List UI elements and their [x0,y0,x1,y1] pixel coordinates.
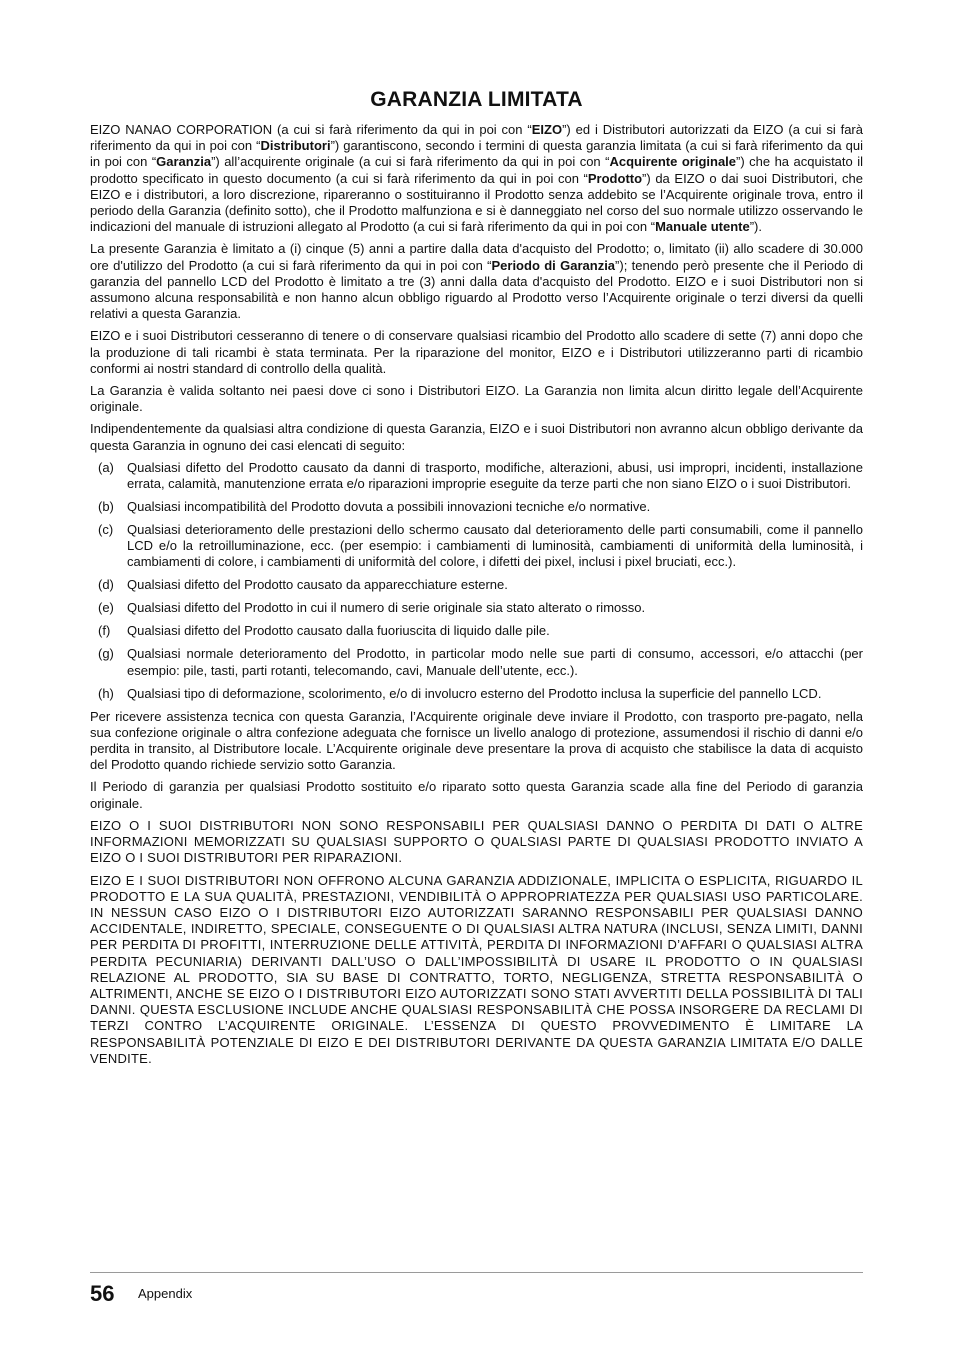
paragraph-data-loss-disclaimer: EIZO O I SUOI DISTRIBUTORI NON SONO RESPONSABILI PER QUALSIASI DANNO O PERDITA DI DATI O ALTRE INFORMAZIONI MEMORIZZATI SU QUALSIASI SUPPORTO O QUALSIASI PARTE DI QUALSIASI PRODOTTO INVIATO A EIZO O I SUOI DISTRIBUTORI PER RIPARAZIONI. [90,817,863,866]
section-name: Appendix [138,1286,193,1301]
list-item-text: Qualsiasi difetto del Prodotto in cui il numero di serie originale sia stato alterato o rimosso. [127,600,646,616]
list-item [90,600,863,616]
list-item [90,577,863,593]
list-item-text: Qualsiasi normale deterioramento del Prodotto, in particolar modo nelle sue parti di consumo, accessori, e/o attacchi (per esempio: pile, tasti, parti rotanti, telecomando, cavi, Manuale dell’utente, ecc.). [127,646,863,678]
exclusions-list [90,460,863,702]
list-item [90,522,863,571]
list-item-text: Qualsiasi difetto del Prodotto causato dalla fuoriuscita di liquido dalle pile. [127,623,550,639]
list-item-text: Qualsiasi difetto del Prodotto causato da apparecchiature esterne. [127,577,508,593]
paragraph-validity: La Garanzia è valida soltanto nei paesi dove ci sono i Distributori EIZO. La Garanzia non limita alcun diritto legale dell’Acquirente originale. [90,383,863,415]
paragraph-spare-parts: EIZO e i suoi Distributori cesseranno di tenere o di conservare qualsiasi ricambio del Prodotto allo scadere di sette (7) anni dopo che la produzione di tali ricambi è stata terminata. Per la riparazione del monitor, EIZO e i Distributori utilizzeranno parti di ricambio conformi ai nostri standard di controllo della qualità. [90,328,863,376]
list-item-tag: (d) [98,577,114,593]
paragraph-warranty-period: La presente Garanzia è limitato a (i) cinque (5) anni a partire dalla data d'acquisto del Prodotto; o, limitato (ii) allo scadere di 30.000 ore d'utilizzo del Prodotto (a cui si farà riferimento da qui in poi con “Periodo di Garanzia”); tenendo però presente che il Periodo di garanzia del pannello LCD del Prodotto è limitato a tre (3) anni dalla data d'acquisto del Prodotto. EIZO e i suoi Distributori non si assumono alcuna responsabilità e non hanno alcun obbligo riguardo al Prodotto verso l’Acquirente originale o terzi diversi da quelli relativi a questa Garanzia. [90,241,863,322]
paragraph-service-procedure: Per ricevere assistenza tecnica con questa Garanzia, l’Acquirente originale deve inviare il Prodotto, con trasporto pre-pagato, nella sua confezione originale o altra confezione adeguata che fornisce un livello analogo di protezione, assumendosi il rischio di danni e/o perdita in transito, al Distributore locale. L’Acquirente originale deve presentare la prova di acquisto che stabilisce la data di acquisto del Prodotto quando richiede servizio sotto Garanzia. [90,708,863,773]
list-item-tag: (f) [98,623,111,639]
paragraph-exclusions-intro: Indipendentemente da qualsiasi altra condizione di questa Garanzia, EIZO e i suoi Distributori non avranno alcun obbligo derivante da questa Garanzia in ognuno dei casi elencati di seguito: [90,421,863,453]
list-item [90,460,863,492]
list-item-tag: (c) [98,522,114,538]
page-number: 56 [90,1281,115,1306]
page-footer [90,1272,863,1306]
list-item [90,623,863,639]
list-item-text: Qualsiasi deterioramento delle prestazioni dello schermo causato dal deterioramento delle parti consumabili, come il pannello LCD e/o la retroilluminazione, ecc. (per esempio: i cambiamenti di luminosità, cambiamenti di uniformità della luminosità, i cambiamenti di colore, i cambiamenti di uniformità del colore, i difetti dei pixel, inclusi i pixel bruciati, ecc.). [127,522,863,570]
list-item-tag: (g) [98,646,114,662]
list-item-tag: (b) [98,499,114,515]
list-item-text: Qualsiasi tipo di deformazione, scolorimento, e/o di involucro esterno del Prodotto inclusa la superficie del pannello LCD. [127,685,822,701]
list-item-tag: (h) [98,685,114,701]
paragraph-warranty-intro: EIZO NANAO CORPORATION (a cui si farà riferimento da qui in poi con “EIZO”) ed i Distributori autorizzati da EIZO (a cui si farà riferimento da qui in poi con “Distributori”) garantiscono, secondo i termini di questa garanzia limitata (a cui si farà riferimento da qui in poi con “Garanzia”) all’acquirente originale (a cui si farà riferimento da qui in poi con “Acquirente originale”) che ha acquistato il prodotto specificato in questo documento (a cui si farà riferimento da qui in poi con “Prodotto”) da EIZO o dai suoi Distributori, che EIZO e i distributori, a loro discrezione, ripareranno o sostituiranno il Prodotto senza addebito se l’Acquirente originale trova, entro il periodo della Garanzia (definito sotto), che il Prodotto malfunziona e si è danneggiato nel corso del suo normale utilizzo osservando le indicazioni del manuale di istruzioni allegato al Prodotto (a cui si farà riferimento da qui in poi con “Manuale utente”). [90,122,863,235]
list-item-text: Qualsiasi incompatibilità del Prodotto dovuta a possibili innovazioni tecniche e/o normative. [127,499,651,515]
list-item [90,686,863,702]
paragraph-replacement-period: Il Periodo di garanzia per qualsiasi Prodotto sostituito e/o riparato sotto questa Garanzia scade alla fine del Periodo di garanzia originale. [90,779,863,811]
list-item [90,499,863,515]
list-item-tag: (e) [98,600,114,616]
list-item [90,646,863,678]
paragraph-liability-disclaimer: EIZO E I SUOI DISTRIBUTORI NON OFFRONO ALCUNA GARANZIA ADDIZIONALE, IMPLICITA O ESPLICITA, RIGUARDO IL PRODOTTO E LA SUA QUALITÀ, PRESTAZIONI, VENDIBILITÀ O APPROPRIATEZZA PER QUALSIASI USO PARTICOLARE. IN NESSUN CASO EIZO O I DISTRIBUTORI EIZO AUTORIZZATI SARANNO RESPONSABILI PER QUALSIASI DANNO ACCIDENTALE, INDIRETTO, SPECIALE, CONSEGUENTE O DI QUALSIASI ALTRA NATURA (INCLUSI, SENZA LIMITI, DANNI PER PERDITA DI PROFITTI, INTERRUZIONE DELLE ATTIVITÀ, PERDITA DI INFORMAZIONI D’AFFARI O QUALSIASI ALTRA PERDITA PECUNIARIA) DERIVANTI DALL’USO O DALL’IMPOSSIBILITÀ DI USARE IL PRODOTTO O IN QUALSIASI RELAZIONE AL PRODOTTO, SIA SU BASE DI CONTRATTO, TORTO, NEGLIGENZA, STRETTA RESPONSABILITÀ O ALTRIMENTI, ANCHE SE EIZO O I DISTRIBUTORI EIZO AUTORIZZATI SONO STATI AVVERTITI DELLA POSSIBILITÀ DI TALI DANNI. QUESTA ESCLUSIONE INCLUDE ANCHE QUALSIASI RESPONSABILITÀ CHE POSSA INSORGERE DA RECLAMI DI TERZI CONTRO L’ACQUIRENTE ORIGINALE. L’ESSENZA DI QUESTO PROVVEDIMENTO È LIMITARE LA RESPONSABILITÀ POTENZIALE DI EIZO E DEI DISTRIBUTORI DERIVANTE DA QUESTA GARANZIA LIMITATA E/O DALLE VENDITE. [90,872,863,1066]
warranty-document [90,88,863,1073]
list-item-tag: (a) [98,459,114,475]
list-item-text: Qualsiasi difetto del Prodotto causato da danni di trasporto, modifiche, alterazioni, abusi, usi impropri, incidenti, installazione errata, calamità, manutenzione errata e/o riparazioni improprie eseguite da terze parti che non siano EIZO o i suoi Distributori. [127,459,863,492]
page-title: GARANZIA LIMITATA [370,88,583,111]
